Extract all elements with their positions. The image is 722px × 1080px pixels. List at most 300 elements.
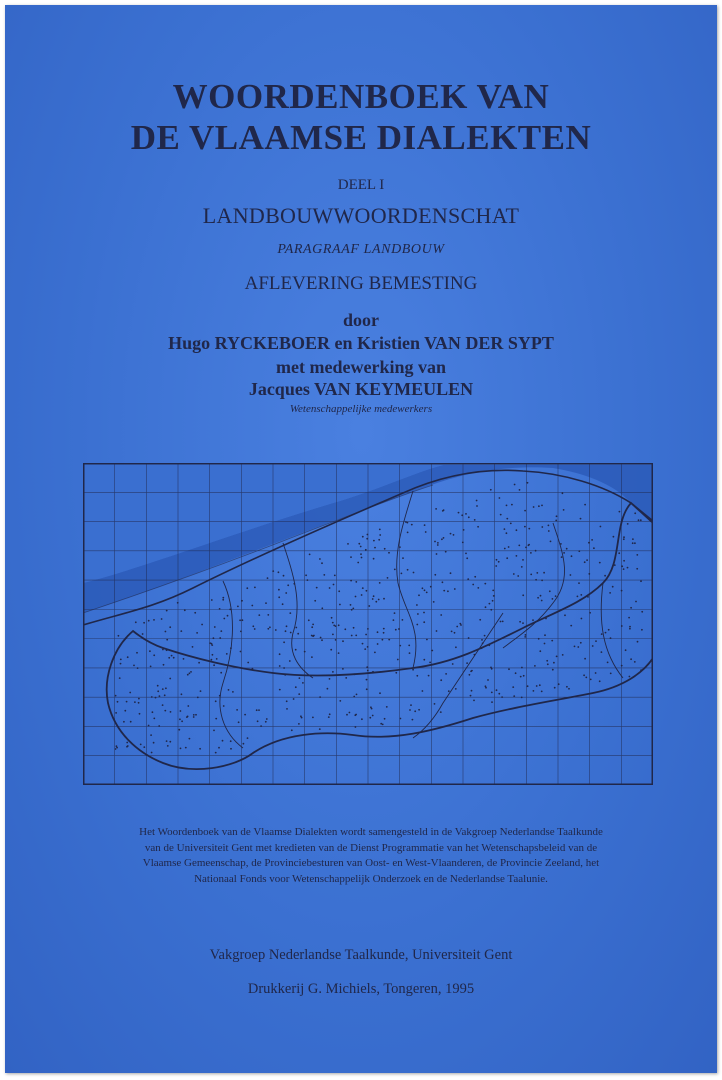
location-dot	[153, 654, 155, 656]
location-dot	[335, 639, 337, 641]
location-dot	[587, 596, 589, 598]
location-dot	[338, 624, 340, 626]
location-dot	[467, 578, 469, 580]
department-line: Vakgroep Nederlandse Taalkunde, Universiteit Gent	[209, 947, 513, 963]
location-dot	[436, 630, 438, 632]
location-dot	[138, 698, 140, 700]
printer-line: Drukkerij G. Michiels, Tongeren, 1995	[247, 981, 475, 997]
location-dot	[211, 643, 213, 645]
location-dot	[386, 706, 388, 708]
location-dot	[453, 534, 455, 536]
location-dot	[609, 592, 611, 594]
location-dot	[384, 718, 386, 720]
location-dot	[623, 568, 625, 570]
location-dot	[506, 557, 508, 559]
location-dot	[593, 547, 595, 549]
location-dot	[222, 597, 224, 599]
location-dot	[538, 638, 540, 640]
location-dot	[143, 622, 145, 624]
location-dot	[342, 668, 344, 670]
location-dot	[298, 693, 300, 695]
location-dot	[469, 674, 471, 676]
location-dot	[570, 625, 572, 627]
location-dot	[614, 564, 616, 566]
location-dot	[349, 712, 351, 714]
location-dot	[627, 567, 629, 569]
location-dot	[193, 714, 195, 716]
location-dot	[186, 716, 188, 718]
location-dot	[115, 712, 117, 714]
location-dot	[328, 716, 330, 718]
location-dot	[625, 649, 627, 651]
location-dot	[240, 631, 242, 633]
location-dot	[228, 689, 230, 691]
location-dot	[254, 628, 256, 630]
location-dot	[137, 667, 139, 669]
location-dot	[506, 532, 508, 534]
location-dot	[215, 700, 217, 702]
location-dot	[329, 713, 331, 715]
location-dot	[187, 674, 189, 676]
location-dot	[538, 505, 540, 507]
location-dot	[241, 600, 243, 602]
location-dot	[372, 671, 374, 673]
sea-fill	[83, 465, 443, 583]
location-dot	[476, 500, 478, 502]
location-dot	[430, 586, 432, 588]
location-dot	[354, 714, 356, 716]
location-dot	[364, 648, 366, 650]
location-dot	[319, 558, 321, 560]
location-dot	[162, 704, 164, 706]
location-dot	[366, 538, 368, 540]
location-dot	[197, 697, 199, 699]
location-dot	[533, 690, 535, 692]
location-dot	[548, 525, 550, 527]
location-dot	[136, 652, 138, 654]
location-dot	[361, 594, 363, 596]
location-dot	[426, 639, 428, 641]
location-dot	[257, 720, 259, 722]
location-dot	[634, 512, 636, 514]
location-dot	[540, 595, 542, 597]
location-dot	[481, 647, 483, 649]
location-dot	[355, 581, 357, 583]
location-dot	[525, 547, 527, 549]
location-dot	[610, 637, 612, 639]
location-dot	[488, 644, 490, 646]
book-cover	[5, 5, 717, 1073]
location-dot	[422, 587, 424, 589]
location-dot	[636, 568, 638, 570]
location-dot	[362, 536, 364, 538]
location-dot	[190, 671, 192, 673]
location-dot	[474, 519, 476, 521]
location-dot	[275, 629, 277, 631]
location-dot	[377, 643, 379, 645]
location-dot	[402, 557, 404, 559]
location-dot	[577, 596, 579, 598]
location-dot	[436, 553, 438, 555]
location-dot	[169, 678, 171, 680]
location-dot	[595, 672, 597, 674]
location-dot	[379, 692, 381, 694]
location-dot	[166, 740, 168, 742]
location-dot	[383, 598, 385, 600]
location-dot	[450, 533, 452, 535]
location-dot	[287, 584, 289, 586]
location-dot	[166, 649, 168, 651]
location-dot	[180, 710, 182, 712]
location-dot	[563, 509, 565, 511]
location-dot	[522, 622, 524, 624]
location-dot	[189, 672, 191, 674]
location-dot	[584, 658, 586, 660]
location-dot	[412, 719, 414, 721]
location-dot	[424, 589, 426, 591]
location-dot	[525, 634, 527, 636]
location-dot	[193, 716, 195, 718]
location-dot	[433, 601, 435, 603]
location-dot	[126, 742, 128, 744]
location-dot	[588, 573, 590, 575]
location-dot	[251, 605, 253, 607]
location-dot	[416, 675, 418, 677]
location-dot	[471, 670, 473, 672]
location-dot	[513, 695, 515, 697]
location-dot	[628, 617, 630, 619]
location-dot	[552, 669, 554, 671]
location-dot	[552, 598, 554, 600]
location-dot	[441, 538, 443, 540]
location-dot	[434, 574, 436, 576]
location-dot	[581, 618, 583, 620]
location-dot	[286, 625, 288, 627]
location-dot	[517, 575, 519, 577]
location-dot	[282, 603, 284, 605]
location-dot	[179, 718, 181, 720]
location-dot	[181, 693, 183, 695]
location-dot	[395, 629, 397, 631]
location-dot	[524, 526, 526, 528]
location-dot	[194, 612, 196, 614]
location-dot	[479, 619, 481, 621]
location-dot	[290, 632, 292, 634]
location-dot	[516, 529, 518, 531]
location-dot	[417, 613, 419, 615]
location-dot	[470, 695, 472, 697]
location-dot	[414, 710, 416, 712]
location-dot	[332, 622, 334, 624]
location-dot	[153, 742, 155, 744]
location-dot	[321, 607, 323, 609]
location-dot	[536, 685, 538, 687]
location-dot	[551, 640, 553, 642]
location-dot	[508, 668, 510, 670]
location-dot	[466, 557, 468, 559]
location-dot	[130, 721, 132, 723]
location-dot	[434, 703, 436, 705]
location-dot	[528, 528, 530, 530]
location-dot	[373, 540, 375, 542]
location-dot	[440, 614, 442, 616]
location-dot	[166, 639, 168, 641]
location-dot	[169, 741, 171, 743]
location-dot	[402, 619, 404, 621]
location-dot	[148, 620, 150, 622]
location-dot	[619, 511, 621, 513]
location-dot	[499, 497, 501, 499]
location-dot	[443, 590, 445, 592]
location-dot	[365, 549, 367, 551]
location-dot	[428, 675, 430, 677]
location-dot	[330, 649, 332, 651]
location-dot	[484, 583, 486, 585]
location-dot	[332, 634, 334, 636]
location-dot	[211, 659, 213, 661]
location-dot	[556, 656, 558, 658]
location-dot	[510, 523, 512, 525]
location-dot	[423, 612, 425, 614]
location-dot	[150, 734, 152, 736]
location-dot	[516, 555, 518, 557]
location-dot	[243, 743, 245, 745]
location-dot	[220, 672, 222, 674]
location-dot	[237, 606, 239, 608]
location-dot	[329, 587, 331, 589]
location-dot	[230, 748, 232, 750]
location-dot	[583, 674, 585, 676]
location-dot	[229, 609, 231, 611]
location-dot	[319, 696, 321, 698]
location-dot	[339, 604, 341, 606]
location-dot	[541, 505, 543, 507]
location-dot	[638, 519, 640, 521]
location-dot	[380, 723, 382, 725]
location-dot	[518, 545, 520, 547]
location-dot	[378, 539, 380, 541]
location-dot	[240, 651, 242, 653]
location-dot	[371, 708, 373, 710]
location-dot	[547, 663, 549, 665]
location-dot	[265, 602, 267, 604]
location-dot	[333, 584, 335, 586]
location-dot	[521, 566, 523, 568]
location-dot	[142, 633, 144, 635]
location-dot	[468, 516, 470, 518]
location-dot	[514, 484, 516, 486]
location-dot	[388, 552, 390, 554]
authors: Hugo RYCKEBOER en Kristien VAN DER SYPT	[168, 333, 554, 353]
location-dot	[373, 558, 375, 560]
location-dot	[623, 560, 625, 562]
location-dot	[222, 599, 224, 601]
location-dot	[383, 632, 385, 634]
location-dot	[530, 552, 532, 554]
location-dot	[246, 587, 248, 589]
location-dot	[120, 659, 122, 661]
location-dot	[321, 562, 323, 564]
location-dot	[627, 523, 629, 525]
location-dot	[358, 543, 360, 545]
location-dot	[506, 505, 508, 507]
location-dot	[283, 641, 285, 643]
location-dot	[366, 688, 368, 690]
location-dot	[180, 630, 182, 632]
location-dot	[460, 624, 462, 626]
location-dot	[308, 619, 310, 621]
location-dot	[532, 619, 534, 621]
location-dot	[466, 662, 468, 664]
location-dot	[397, 659, 399, 661]
location-dot	[423, 621, 425, 623]
location-dot	[621, 665, 623, 667]
location-dot	[220, 630, 222, 632]
location-dot	[511, 504, 513, 506]
location-dot	[550, 541, 552, 543]
location-dot	[180, 748, 182, 750]
location-dot	[496, 559, 498, 561]
location-dot	[426, 592, 428, 594]
location-dot	[247, 737, 249, 739]
location-dot	[339, 700, 341, 702]
location-dot	[239, 619, 241, 621]
location-dot	[344, 628, 346, 630]
location-dot	[123, 721, 125, 723]
location-dot	[451, 631, 453, 633]
title-line-2: DE VLAAMSE DIALEKTEN	[130, 118, 592, 157]
location-dot	[332, 671, 334, 673]
location-dot	[630, 607, 632, 609]
location-dot	[368, 605, 370, 607]
location-dot	[437, 542, 439, 544]
location-dot	[607, 662, 609, 664]
location-dot	[554, 687, 556, 689]
location-dot	[621, 565, 623, 567]
location-dot	[408, 645, 410, 647]
location-dot	[350, 580, 352, 582]
location-dot	[351, 609, 353, 611]
location-dot	[632, 538, 634, 540]
location-dot	[412, 669, 414, 671]
location-dot	[541, 600, 543, 602]
location-dot	[522, 559, 524, 561]
location-dot	[456, 626, 458, 628]
location-dot	[442, 581, 444, 583]
location-dot	[354, 673, 356, 675]
location-dot	[484, 635, 486, 637]
location-dot	[269, 626, 271, 628]
location-dot	[295, 649, 297, 651]
location-dot	[407, 522, 409, 524]
location-dot	[365, 634, 367, 636]
location-dot	[520, 676, 522, 678]
location-dot	[610, 673, 612, 675]
location-dot	[302, 682, 304, 684]
location-dot	[346, 714, 348, 716]
location-dot	[556, 515, 558, 517]
location-dot	[143, 746, 145, 748]
location-dot	[374, 547, 376, 549]
location-dot	[500, 621, 502, 623]
location-dot	[351, 635, 353, 637]
location-dot	[637, 641, 639, 643]
location-dot	[590, 679, 592, 681]
location-dot	[196, 632, 198, 634]
location-dot	[215, 718, 217, 720]
location-dot	[223, 618, 225, 620]
location-dot	[279, 689, 281, 691]
location-dot	[252, 668, 254, 670]
location-dot	[164, 694, 166, 696]
dialect-boundary-3	[413, 613, 503, 738]
location-dot	[286, 708, 288, 710]
location-dot	[352, 608, 354, 610]
location-dot	[519, 489, 521, 491]
location-dot	[549, 590, 551, 592]
location-dot	[522, 594, 524, 596]
location-dot	[362, 643, 364, 645]
location-dot	[504, 548, 506, 550]
location-dot	[634, 542, 636, 544]
location-dot	[490, 609, 492, 611]
location-dot	[183, 658, 185, 660]
location-dot	[311, 656, 313, 658]
location-dot	[295, 627, 297, 629]
location-dot	[562, 654, 564, 656]
location-dot	[378, 599, 380, 601]
location-dot	[498, 561, 500, 563]
location-dot	[533, 506, 535, 508]
location-dot	[544, 634, 546, 636]
location-dot	[119, 677, 121, 679]
location-dot	[623, 538, 625, 540]
location-dot	[429, 662, 431, 664]
location-dot	[226, 653, 228, 655]
location-dot	[634, 661, 636, 663]
location-dot	[425, 531, 427, 533]
location-dot	[562, 492, 564, 494]
location-dot	[411, 524, 413, 526]
location-dot	[523, 675, 525, 677]
location-dot	[366, 590, 368, 592]
location-dot	[117, 701, 119, 703]
location-dot	[600, 526, 602, 528]
location-dot	[443, 537, 445, 539]
location-dot	[491, 692, 493, 694]
location-dot	[299, 677, 301, 679]
location-dot	[373, 595, 375, 597]
location-dot	[580, 594, 582, 596]
location-dot	[153, 619, 155, 621]
location-dot	[477, 587, 479, 589]
location-dot	[519, 621, 521, 623]
location-dot	[524, 510, 526, 512]
location-dot	[539, 650, 541, 652]
location-dot	[541, 580, 543, 582]
location-dot	[164, 710, 166, 712]
location-dot	[630, 658, 632, 660]
location-dot	[506, 518, 508, 520]
location-dot	[157, 685, 159, 687]
location-dot	[162, 688, 164, 690]
location-dot	[184, 609, 186, 611]
location-dot	[570, 574, 572, 576]
location-dot	[134, 701, 136, 703]
location-dot	[621, 625, 623, 627]
location-dot	[214, 626, 216, 628]
location-dot	[455, 646, 457, 648]
